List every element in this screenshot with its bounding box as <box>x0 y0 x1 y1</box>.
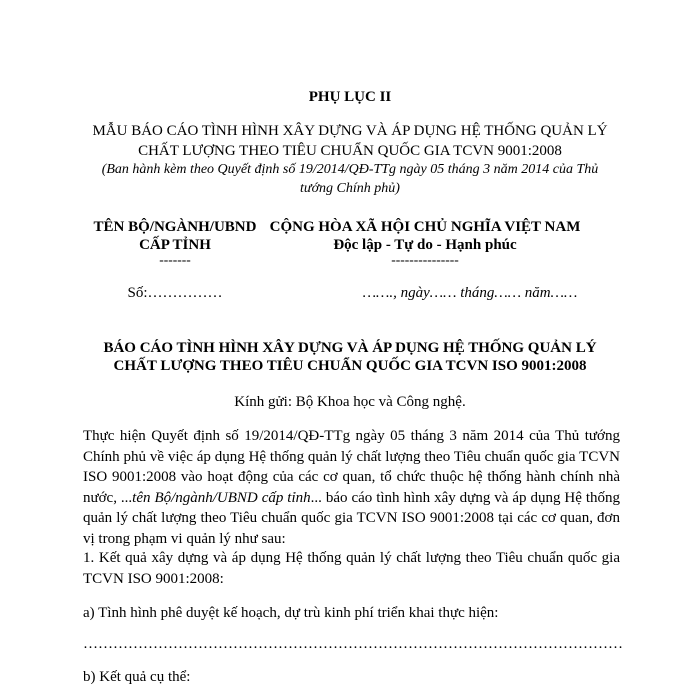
agency-name-line1: TÊN BỘ/NGÀNH/UBND <box>93 219 257 235</box>
report-title-line2: CHẤT LƯỢNG THEO TIÊU CHUẨN QUỐC GIA TCVN ISO 9001:2008 <box>113 358 587 374</box>
appendix-title: PHỤ LỤC II <box>308 89 392 105</box>
agency-divider: ------- <box>159 252 191 267</box>
national-motto: Độc lập - Tự do - Hạnh phúc <box>333 237 517 253</box>
appendix-subtitle-line2: CHẤT LƯỢNG THEO TIÊU CHUẨN QUỐC GIA TCVN 9001:2008 <box>138 143 562 159</box>
national-divider: --------------- <box>391 252 459 267</box>
agency-name-line2: CẤP TỈNH <box>139 237 211 253</box>
appendix-subtitle-line1: MẪU BÁO CÁO TÌNH HÌNH XÂY DỰNG VÀ ÁP DỤNG HỆ THỐNG QUẢN LÝ <box>92 123 608 139</box>
intro-text-part2: ... báo cáo tình hình xây dựng và áp dụng Hệ thống quản lý chất lượng theo Tiêu chuẩn quốc gia TCVN ISO 9001:2008 tại các cơ quan, đơn vị trong phạm vi quản lý như sau: <box>83 489 620 547</box>
issued-note-line2: tướng Chính phủ) <box>300 181 400 196</box>
document-number: Số:…………… <box>127 285 223 301</box>
addressee: Kính gửi: Bộ Khoa học và Công nghệ. <box>234 394 466 410</box>
item-a-dotted-line: ……………………………………………………………………………………………… <box>83 636 623 652</box>
item-b-label: b) Kết quả cụ thể: <box>83 669 191 685</box>
intro-text-part1: Thực hiện Quyết định số 19/2014/QĐ-TTg ngày 05 tháng 3 năm 2014 của Thủ tướng Chính phủ về việc áp dụng Hệ thống quản lý chất lượng theo Tiêu chuẩn quốc gia TCVN ISO 9001:2008 vào hoạt động của các cơ quan, tổ chức thuộc hệ thống hành chính nhà nước, ... <box>83 428 620 506</box>
report-title-line1: BÁO CÁO TÌNH HÌNH XÂY DỰNG VÀ ÁP DỤNG HỆ THỐNG QUẢN LÝ <box>103 340 597 356</box>
item-a-label: a) Tình hình phê duyệt kế hoạch, dự trù kinh phí triển khai thực hiện: <box>83 605 499 621</box>
issued-note-line1: (Ban hành kèm theo Quyết định số 19/2014/QĐ-TTg ngày 05 tháng 3 năm 2014 của Thủ <box>101 162 599 177</box>
national-title: CỘNG HÒA XÃ HỘI CHỦ NGHĨA VIỆT NAM <box>269 219 581 235</box>
intro-agency-placeholder: tên Bộ/ngành/UBND cấp tỉnh <box>132 489 311 506</box>
section-1-heading: 1. Kết quả xây dựng và áp dụng Hệ thống quản lý chất lượng theo Tiêu chuẩn quốc gia TCVN ISO 9001:2008: <box>83 550 620 587</box>
intro-paragraph <box>83 426 620 549</box>
date-line: ……., ngày…… tháng…… năm…… <box>362 285 578 301</box>
